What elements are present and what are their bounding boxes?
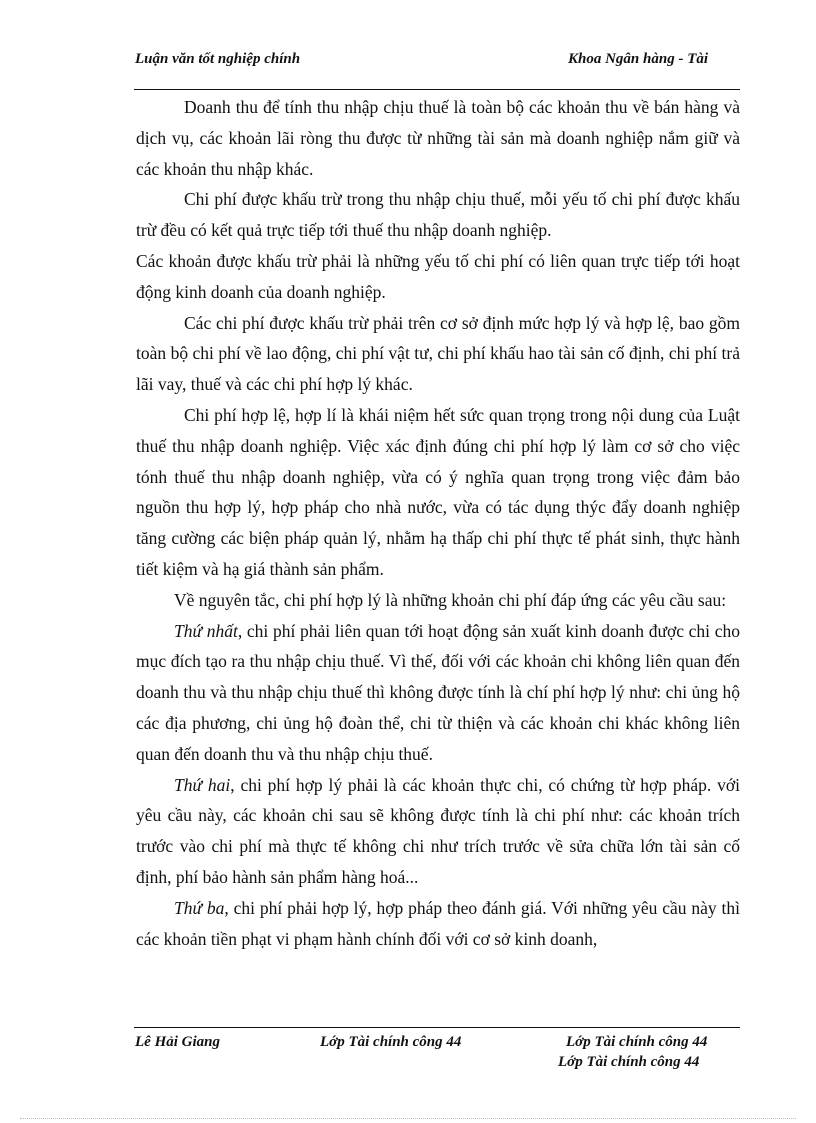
paragraph: Các chi phí được khấu trừ phải trên cơ sở định mức hợp lý và hợp lệ, bao gồm toàn bộ chi phí về lao động, chi phí vật tư, chi phí khấu hao tài sản cố định, chi phí trả lãi vay, thuế và các chi phí hợp lý khác.: [136, 312, 740, 395]
paragraph: [136, 770, 740, 893]
paragraph-text: , chi phí phải hợp lý, hợp pháp theo đánh giá. Với những yêu cầu này thì các khoản tiền phạt vi phạm hành chính đối với cơ sở kinh doanh,: [136, 897, 740, 949]
header-rule: [134, 89, 740, 90]
paragraph-text: , chi phí phải liên quan tới hoạt động sản xuất kinh doanh được chi cho mục đích tạo ra thu nhập chịu thuế. Vì thế, đối với các khoản chi không liên quan đến doanh thu và thu nhập chịu thuế thì không được tính là chí phí hợp lý như: chi ủng hộ các địa phương, chi ủng hộ đoàn thể, chi từ thiện và các khoản chi khác không liên quan đến doanh thu và thu nhập chịu thuế.: [136, 620, 740, 764]
footer-class-right-repeat: Lớp Tài chính công 44: [558, 1054, 700, 1070]
paragraph-lead: Thứ hai: [174, 774, 231, 795]
footer-author: Lê Hải Giang: [135, 1034, 220, 1050]
footer-rule: [134, 1027, 740, 1028]
paragraph-lead: Thứ nhất: [174, 620, 238, 641]
paragraph: Các khoản được khấu trừ phải là những yếu tố chi phí có liên quan trực tiếp tới hoạt động kinh doanh của doanh nghiệp.: [136, 250, 740, 302]
header-left-title: Luận văn tốt nghiệp chính: [135, 51, 301, 67]
paragraph-text: , chi phí hợp lý phải là các khoản thực chi, có chứng từ hợp pháp. với yêu cầu này, các khoản chi sau sẽ không được tính là chi phí như: các khoản trích trước vào chi phí mà thực tế không chi như trích trước về sửa chữa lớn tài sản cố định, phí bảo hành sản phẩm hàng hoá...: [136, 774, 740, 887]
footer-class-right: Lớp Tài chính công 44: [566, 1034, 708, 1050]
page-bottom-edge: [20, 1118, 796, 1119]
paragraph: Chi phí được khấu trừ trong thu nhập chịu thuế, mỗi yếu tố chi phí được khấu trừ đều có kết quả trực tiếp tới thuế thu nhập doanh nghiệp.: [136, 189, 740, 241]
paragraph: Chi phí hợp lệ, hợp lí là khái niệm hết sức quan trọng trong nội dung của Luật thuế thu nhập doanh nghiệp. Việc xác định đúng chi phí hợp lý làm cơ sở cho việc tónh thuế thu nhập doanh nghiệp, vừa có ý nghĩa quan trọng trong việc đảm bảo nguồn thu hợp lý, hợp pháp cho nhà nước, vừa có tác dụng thýc đẩy doanh nghiệp tăng cường các biện pháp quản lý, nhằm hạ thấp chi phí thực tế phát sinh, thực hành tiết kiệm và hạ giá thành sản phẩm.: [136, 404, 740, 579]
paragraph: Doanh thu để tính thu nhập chịu thuế là toàn bộ các khoản thu về bán hàng và dịch vụ, các khoản lãi ròng thu được từ những tài sản mà doanh nghiệp nắm giữ và các khoản thu nhập khác.: [136, 97, 740, 179]
footer-class-center: Lớp Tài chính công 44: [320, 1034, 462, 1050]
paragraph: [136, 616, 740, 770]
paragraph: [136, 893, 740, 955]
paragraph: Về nguyên tắc, chi phí hợp lý là những khoản chi phí đáp ứng các yêu cầu sau:: [174, 589, 727, 610]
paragraph-lead: Thứ ba: [174, 897, 225, 918]
header-right-title: Khoa Ngân hàng - Tài: [568, 51, 709, 67]
document-body: [136, 92, 740, 954]
